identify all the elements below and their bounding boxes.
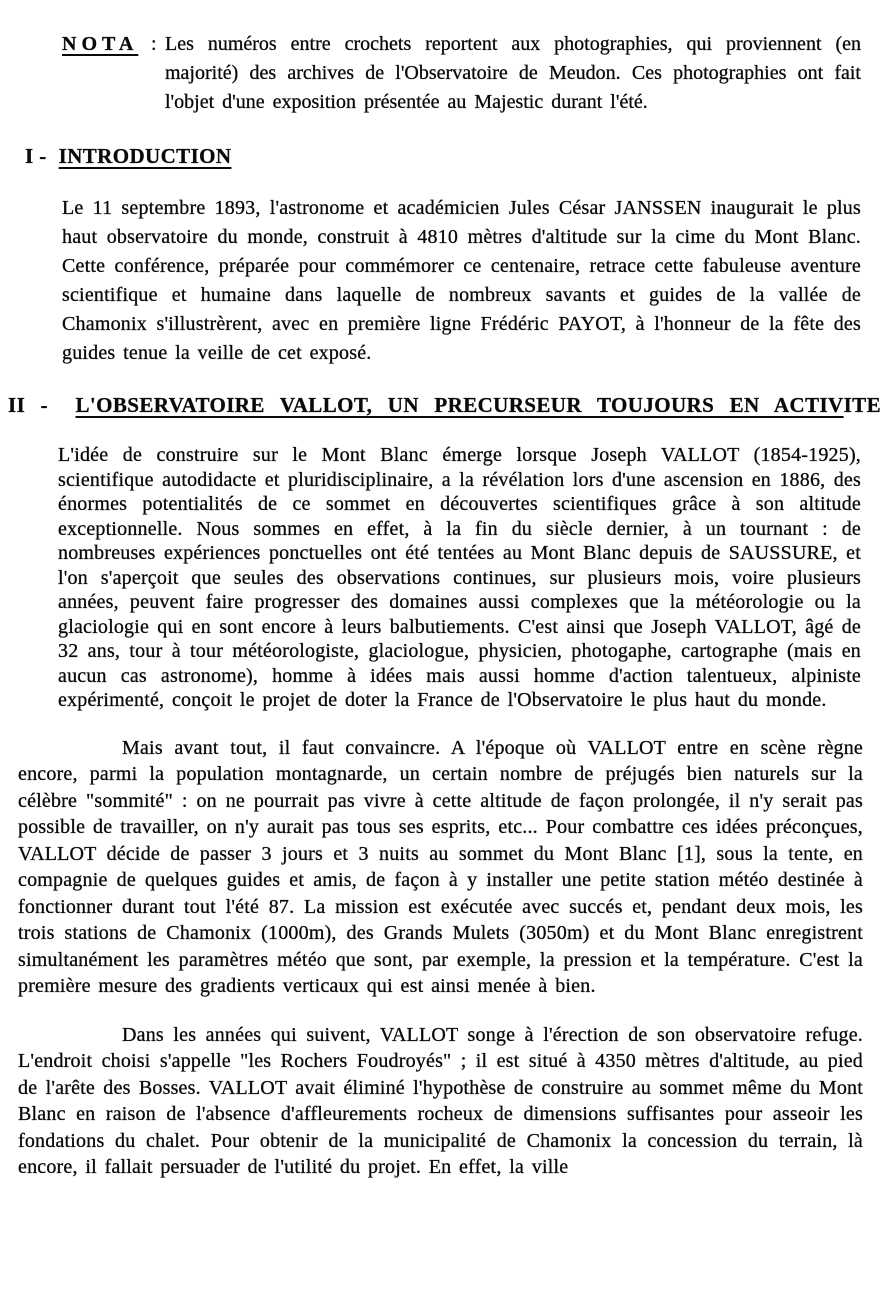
nota-text: Les numéros entre crochets reportent aux photographies, qui proviennent (en majorité) des archives de l'Observatoire de Meudon. Ces photographies ont fait l'objet d'une exposition présentée au Majestic durant l'été. bbox=[165, 33, 861, 113]
section-title: INTRODUCTION bbox=[58, 144, 232, 168]
section-title-tail: ITE bbox=[843, 393, 881, 417]
paragraph-introduction: Le 11 septembre 1893, l'astronome et académicien Jules César JANSSEN inaugurait le plus haut observatoire du monde, construit à 4810 mètres d'altitude sur la cime du Mont Blanc. Cette conférence, préparée pour commémorer ce centenaire, retrace cette fabuleuse aventure scientifique et humaine dans laquelle de nombreux savants et guides de la vallée de Chamonix s'illustrèrent, avec en première ligne Frédéric PAYOT, à l'honneur de la fête des guides tenue la veille de cet exposé. bbox=[62, 197, 861, 364]
nota-block bbox=[62, 30, 861, 117]
section-heading-observatoire-vallot bbox=[8, 392, 881, 419]
nota-label: NOTA bbox=[62, 33, 139, 55]
section-number: II - bbox=[8, 393, 49, 417]
page bbox=[0, 30, 889, 1305]
section-number: I - bbox=[25, 144, 47, 168]
paragraph-mais-avant-tout: Mais avant tout, il faut convaincre. A l'époque où VALLOT entre en scène règne encore, parmi la population montagnarde, un certain nombre de préjugés bien naturels sur la célèbre "sommité" : on ne pourrait pas vivre à cette altitude de façon prolongée, il n'y serait pas possible de travailler, on n'y aurait pas tous ses esprits, etc... Pour combattre ces idées préconçues, VALLOT décide de passer 3 jours et 3 nuits au sommet du Mont Blanc [1], sous la tente, en compagnie de quelques guides et amis, de façon à y installer une petite station météo destinée à fonctionner durant tout l'été 87. La mission est exécutée avec succés et, pendant deux mois, les trois stations de Chamonix (1000m), des Grands Mulets (3050m) et du Mont Blanc enregistrent simultanément les paramètres météo que sont, par exemple, la pression et la température. C'est la première mesure des gradients verticaux qui est ainsi menée à bien. bbox=[18, 736, 863, 997]
paragraph-idee-construire: L'idée de construire sur le Mont Blanc émerge lorsque Joseph VALLOT (1854-1925), scientifique autodidacte et pluridisciplinaire, a la révélation lors d'une ascension en 1886, des énormes potentialités de ce sommet en découvertes scientifiques grâce à son altitude exceptionnelle. Nous sommes en effet, à la fin du siècle dernier, à un tournant : de nombreuses expériences ponctuelles ont été tentées au Mont Blanc depuis de SAUSSURE, et l'on s'aperçoit que seules des observations continues, sur plusieurs mois, voire plusieurs années, peuvent faire progresser des domaines aussi complexes que la météorologie ou la glaciologie qui en sont encore à leurs balbutiements. C'est ainsi que Joseph VALLOT, âgé de 32 ans, tour à tour météorologiste, glaciologue, physicien, photogaphe, cartographe (mais en aucun cas astronome), homme à idées mais aussi homme d'action talentueux, alpiniste expérimenté, conçoit le projet de doter la France de l'Observatoire le plus haut du monde. bbox=[58, 444, 861, 711]
paragraph-dans-les-annees: Dans les années qui suivent, VALLOT songe à l'érection de son observatoire refuge. L'endroit choisi s'appelle "les Rochers Foudroyés" ; il est situé à 4350 mètres d'altitude, au pied de l'arête des Bosses. VALLOT avait éliminé l'hypothèse de construire au sommet même du Mont Blanc en raison de l'absence d'affleurements rocheux de dimensions suffisantes pour asseoir les fondations du chalet. Pour obtenir de la municipalité de Chamonix la concession du terrain, là encore, il fallait persuader de l'utilité du projet. En effet, la ville bbox=[18, 1023, 863, 1178]
scanned-document-page bbox=[0, 30, 889, 1305]
section-heading-introduction bbox=[25, 143, 889, 170]
section-title: L'OBSERVATOIRE VALLOT, UN PRECURSEUR TOUJOURS EN ACTIV bbox=[75, 393, 844, 417]
nota-colon: : bbox=[151, 33, 157, 55]
